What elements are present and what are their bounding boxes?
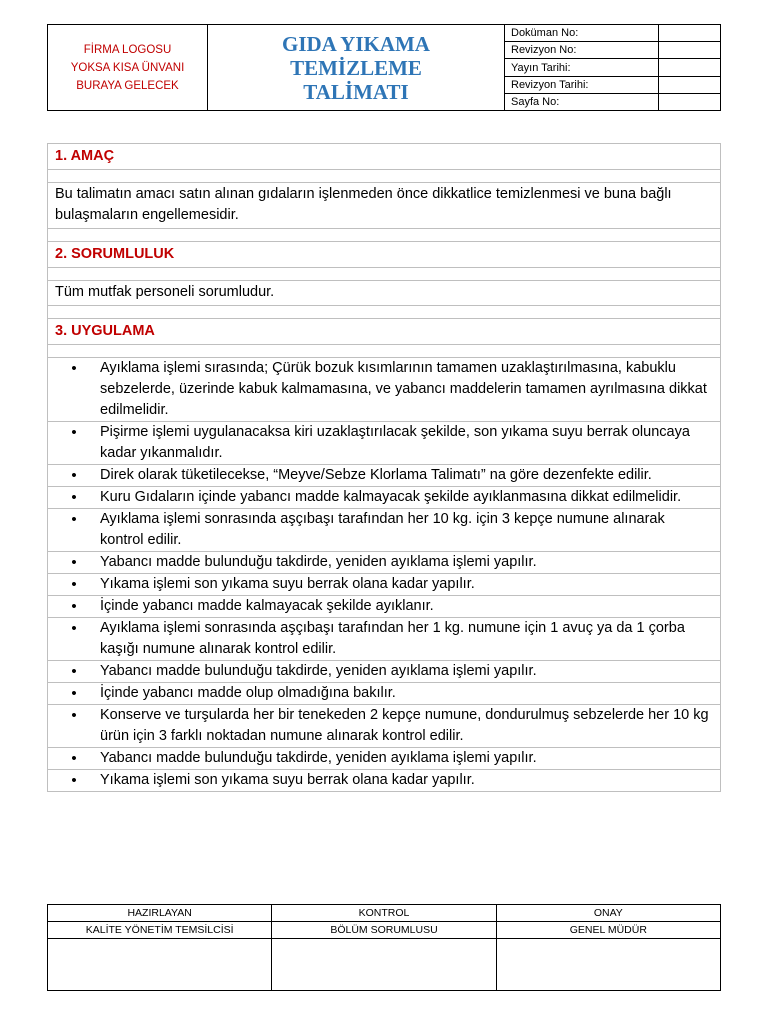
section-heading-sorumluluk: 2. SORUMLULUK xyxy=(48,242,720,268)
bullet-marker: • xyxy=(71,598,77,615)
bullet-item xyxy=(48,705,720,748)
bullet-item xyxy=(48,661,720,683)
bullet-item xyxy=(48,487,720,509)
signature-title: KALİTE YÖNETİM TEMSİLCİSİ xyxy=(48,922,271,939)
meta-label: Revizyon No: xyxy=(505,42,659,58)
amac-text: Bu talimatın amacı satın alınan gıdaların işlenmeden önce dikkatlice temizlenmesi ve buna bağlı bulaşmaların engellemesidir. xyxy=(48,183,720,229)
bullet-text: Yabancı madde bulunduğu takdirde, yeniden ayıklama işlemi yapılır. xyxy=(100,554,537,570)
bullet-marker: • xyxy=(71,620,77,637)
meta-row-document-no xyxy=(505,25,720,42)
bullet-text: Pişirme işlemi uygulanacaksa kiri uzaklaştırılacak şekilde, son yıkama suyu berrak oluncaya kadar yıkanmalıdır. xyxy=(100,424,690,461)
bullet-item xyxy=(48,552,720,574)
section-heading-uygulama: 3. UYGULAMA xyxy=(48,319,720,345)
signature-role: KONTROL xyxy=(272,905,495,922)
bullet-item xyxy=(48,358,720,422)
spacer-row xyxy=(48,229,720,242)
meta-label: Sayfa No: xyxy=(505,94,659,110)
bullet-item xyxy=(48,465,720,487)
company-logo-placeholder xyxy=(48,25,208,110)
signature-column-control xyxy=(272,905,496,990)
instruction-body-table xyxy=(47,143,721,792)
signature-title: BÖLÜM SORUMLUSU xyxy=(272,922,495,939)
spacer-row xyxy=(48,306,720,319)
bullet-marker: • xyxy=(71,685,77,702)
document-meta-table xyxy=(505,25,720,110)
bullet-text: Ayıklama işlemi sırasında; Çürük bozuk kısımlarının tamamen uzaklaştırılmasına, kabuklu sebzelerde, üzerinde kabuk kalmamasına, ve yabancı maddelerin tamamen ayrılmasına dikkat edilmelidir. xyxy=(100,360,707,418)
bullet-text: Ayıklama işlemi sonrasında aşçıbaşı tarafından her 1 kg. numune için 1 avuç ya da 1 çorba kaşığı numune alınarak kontrol edilir. xyxy=(100,620,685,657)
meta-row-revision-date xyxy=(505,77,720,94)
logo-line: FİRMA LOGOSU xyxy=(83,43,172,56)
bullet-marker: • xyxy=(71,511,77,528)
document-header xyxy=(47,24,721,111)
meta-value xyxy=(659,25,720,41)
section-heading-amac: 1. AMAÇ xyxy=(48,144,720,170)
spacer-row xyxy=(48,345,720,358)
bullet-marker: • xyxy=(71,772,77,789)
meta-value xyxy=(659,59,720,75)
bullet-text: Direk olarak tüketilecekse, “Meyve/Sebze Klorlama Talimatı” na göre dezenfekte edilir. xyxy=(100,467,652,483)
meta-label: Yayın Tarihi: xyxy=(505,59,659,75)
bullet-text: İçinde yabancı madde kalmayacak şekilde ayıklanır. xyxy=(100,598,434,614)
signature-role: ONAY xyxy=(497,905,720,922)
bullet-text: Kuru Gıdaların içinde yabancı madde kalmayacak şekilde ayıklanmasına dikkat edilmelidir. xyxy=(100,489,682,505)
bullet-item xyxy=(48,618,720,661)
document-title xyxy=(208,25,505,110)
signature-role: HAZIRLAYAN xyxy=(48,905,271,922)
bullet-marker: • xyxy=(71,707,77,724)
signature-field[interactable] xyxy=(497,939,720,990)
meta-value xyxy=(659,94,720,110)
signature-column-prepared xyxy=(48,905,272,990)
meta-label: Revizyon Tarihi: xyxy=(505,77,659,93)
logo-line: YOKSA KISA ÜNVANI xyxy=(70,61,185,74)
bullet-marker: • xyxy=(71,467,77,484)
bullet-marker: • xyxy=(71,750,77,767)
bullet-marker: • xyxy=(71,554,77,571)
bullet-item xyxy=(48,574,720,596)
meta-label: Doküman No: xyxy=(505,25,659,41)
spacer-row xyxy=(48,170,720,183)
meta-value xyxy=(659,77,720,93)
bullet-marker: • xyxy=(71,576,77,593)
signature-column-approval xyxy=(497,905,720,990)
bullet-text: Yabancı madde bulunduğu takdirde, yeniden ayıklama işlemi yapılır. xyxy=(100,750,537,766)
title-line: GIDA YIKAMA xyxy=(282,31,430,56)
meta-row-revision-no xyxy=(505,42,720,59)
bullet-item xyxy=(48,748,720,770)
bullet-marker: • xyxy=(71,424,77,441)
bullet-text: Yabancı madde bulunduğu takdirde, yeniden ayıklama işlemi yapılır. xyxy=(100,663,537,679)
bullet-item xyxy=(48,770,720,792)
title-line: TALİMATI xyxy=(303,79,409,104)
bullet-item xyxy=(48,596,720,618)
signature-field[interactable] xyxy=(48,939,271,990)
bullet-item xyxy=(48,509,720,552)
bullet-text: Yıkama işlemi son yıkama suyu berrak olana kadar yapılır. xyxy=(100,772,475,788)
bullet-marker: • xyxy=(71,360,77,377)
meta-row-page-no xyxy=(505,94,720,110)
meta-value xyxy=(659,42,720,58)
spacer-row xyxy=(48,268,720,281)
signature-field[interactable] xyxy=(272,939,495,990)
sorumluluk-text: Tüm mutfak personeli sorumludur. xyxy=(48,281,720,306)
bullet-text: Konserve ve turşularda her bir tenekeden 2 kepçe numune, dondurulmuş sebzelerde her 10 kg ürün için 3 farklı noktadan numune alınarak kontrol edilir. xyxy=(100,707,709,744)
bullet-marker: • xyxy=(71,489,77,506)
title-line: TEMİZLEME xyxy=(290,55,422,80)
logo-line: BURAYA GELECEK xyxy=(76,79,179,92)
bullet-marker: • xyxy=(71,663,77,680)
bullet-item xyxy=(48,683,720,705)
signature-title: GENEL MÜDÜR xyxy=(497,922,720,939)
bullet-item xyxy=(48,422,720,465)
bullet-text: İçinde yabancı madde olup olmadığına bakılır. xyxy=(100,685,396,701)
bullet-text: Ayıklama işlemi sonrasında aşçıbaşı tarafından her 10 kg. için 3 kepçe numune alınarak kontrol edilir. xyxy=(100,511,665,548)
approval-signature-table xyxy=(47,904,721,991)
meta-row-publish-date xyxy=(505,59,720,76)
bullet-text: Yıkama işlemi son yıkama suyu berrak olana kadar yapılır. xyxy=(100,576,475,592)
